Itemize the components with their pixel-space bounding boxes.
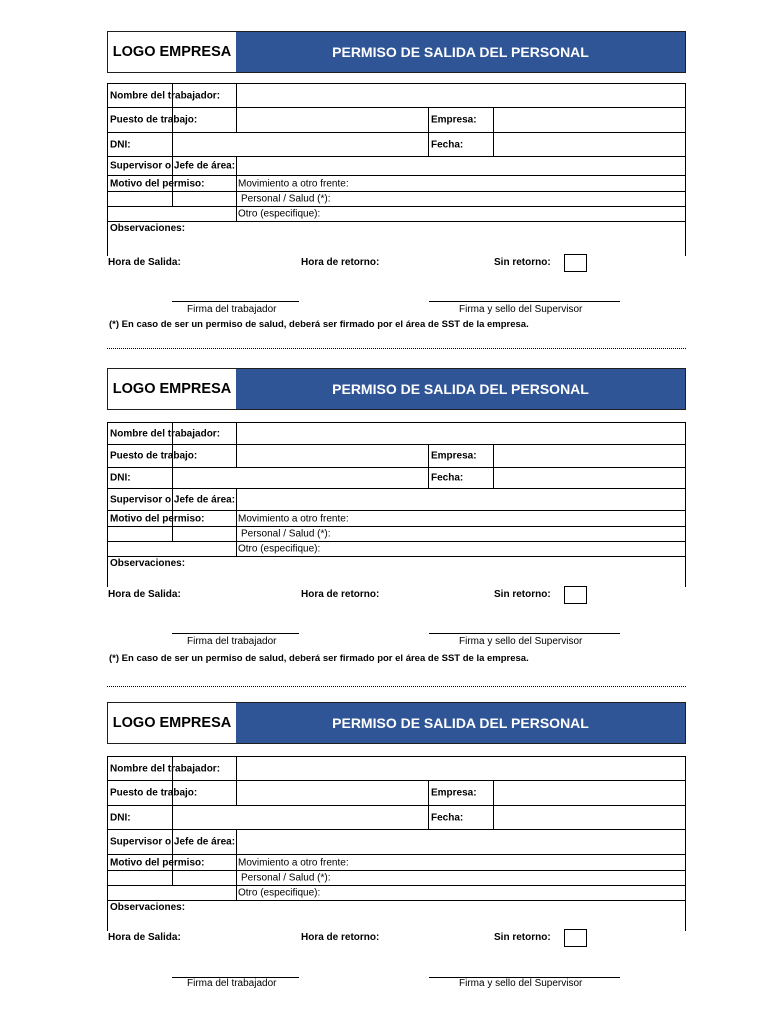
worker-signature-label: Firma del trabajador — [187, 636, 277, 647]
departure-time-label: Hora de Salida: — [108, 257, 181, 268]
supervisor-label: Supervisor o Jefe de área: — [110, 494, 236, 505]
job-position-label: Puesto de trabajo: — [110, 114, 198, 126]
health-permit-note: (*) En caso de ser un permiso de salud, deberá ser firmado por el área de SST de la empresa. — [109, 653, 529, 664]
company-label: Empresa: — [431, 114, 477, 126]
row-observations — [108, 557, 685, 587]
row-supervisor — [108, 489, 685, 511]
supervisor-signature-label: Firma y sello del Supervisor — [459, 304, 583, 315]
health-permit-note: (*) En caso de ser un permiso de salud, deberá ser firmado por el área de SST de la empresa. — [109, 319, 529, 330]
supervisor-signature-label: Firma y sello del Supervisor — [459, 978, 583, 989]
worker-signature-line — [172, 633, 299, 634]
exit-permit-form — [107, 368, 686, 688]
observations-label: Observaciones: — [110, 558, 186, 569]
reason-option-health: Personal / Salud (*): — [241, 872, 331, 884]
row-dni — [108, 806, 685, 830]
company-logo: LOGO EMPRESA — [108, 32, 236, 72]
return-time-label: Hora de retorno: — [301, 932, 380, 943]
row-job-position — [108, 108, 685, 133]
form-title: PERMISO DE SALIDA DEL PERSONAL — [236, 703, 685, 743]
reason-label: Motivo del permiso: — [110, 857, 205, 868]
row-dni — [108, 133, 685, 157]
row-reason-1 — [108, 176, 685, 192]
exit-permit-form — [107, 702, 686, 1022]
reason-option-transfer: Movimiento a otro frente: — [238, 178, 349, 189]
row-observations — [108, 222, 685, 256]
departure-time-label: Hora de Salida: — [108, 932, 181, 943]
supervisor-label: Supervisor o Jefe de área: — [110, 160, 236, 172]
date-label: Fecha: — [431, 472, 464, 484]
worker-signature-label: Firma del trabajador — [187, 304, 277, 315]
row-job-position — [108, 781, 685, 806]
row-reason-3 — [108, 207, 685, 222]
worker-signature-line — [172, 301, 299, 302]
row-reason-2 — [108, 871, 685, 886]
supervisor-signature-line — [429, 301, 620, 302]
checkbox-empty-icon[interactable] — [564, 929, 587, 947]
job-position-label: Puesto de trabajo: — [110, 450, 198, 462]
row-reason-2 — [108, 527, 685, 542]
worker-signature-label: Firma del trabajador — [187, 978, 277, 989]
form-header — [107, 368, 686, 410]
cut-line — [107, 348, 686, 349]
row-reason-1 — [108, 855, 685, 871]
row-supervisor — [108, 157, 685, 176]
reason-option-transfer: Movimiento a otro frente: — [238, 857, 349, 868]
reason-option-health: Personal / Salud (*): — [241, 528, 331, 540]
form-header — [107, 702, 686, 744]
company-label: Empresa: — [431, 450, 477, 462]
return-time-label: Hora de retorno: — [301, 589, 380, 600]
reason-option-health: Personal / Salud (*): — [241, 193, 331, 205]
reason-label: Motivo del permiso: — [110, 513, 205, 524]
exit-permit-form — [107, 31, 686, 351]
row-worker-name — [108, 84, 685, 108]
reason-label: Motivo del permiso: — [110, 178, 205, 189]
row-dni — [108, 468, 685, 489]
no-return-label: Sin retorno: — [494, 257, 551, 268]
reason-option-other: Otro (especifique): — [238, 887, 321, 899]
dni-label: DNI: — [110, 812, 131, 823]
company-label: Empresa: — [431, 787, 477, 799]
observations-label: Observaciones: — [110, 902, 186, 913]
date-label: Fecha: — [431, 812, 464, 823]
form-title: PERMISO DE SALIDA DEL PERSONAL — [236, 32, 685, 72]
form-table — [107, 83, 686, 256]
form-title: PERMISO DE SALIDA DEL PERSONAL — [236, 369, 685, 409]
job-position-label: Puesto de trabajo: — [110, 787, 198, 799]
row-supervisor — [108, 830, 685, 855]
cut-line — [107, 686, 686, 687]
company-logo: LOGO EMPRESA — [108, 369, 236, 409]
supervisor-label: Supervisor o Jefe de área: — [110, 836, 236, 848]
observations-label: Observaciones: — [110, 223, 186, 234]
worker-name-label: Nombre del trabajador: — [110, 428, 221, 439]
form-table — [107, 422, 686, 587]
row-reason-3 — [108, 886, 685, 901]
departure-time-label: Hora de Salida: — [108, 589, 181, 600]
form-header — [107, 31, 686, 73]
dni-label: DNI: — [110, 472, 131, 484]
company-logo: LOGO EMPRESA — [108, 703, 236, 743]
row-reason-1 — [108, 511, 685, 527]
worker-name-label: Nombre del trabajador: — [110, 763, 221, 774]
row-job-position — [108, 445, 685, 468]
row-reason-3 — [108, 542, 685, 557]
return-time-label: Hora de retorno: — [301, 257, 380, 268]
reason-option-other: Otro (especifique): — [238, 208, 321, 220]
row-worker-name — [108, 757, 685, 781]
no-return-label: Sin retorno: — [494, 932, 551, 943]
row-observations — [108, 901, 685, 931]
form-table — [107, 756, 686, 931]
reason-option-transfer: Movimiento a otro frente: — [238, 513, 349, 524]
supervisor-signature-line — [429, 633, 620, 634]
checkbox-empty-icon[interactable] — [564, 254, 587, 272]
row-reason-2 — [108, 192, 685, 207]
reason-option-other: Otro (especifique): — [238, 543, 321, 555]
no-return-label: Sin retorno: — [494, 589, 551, 600]
supervisor-signature-label: Firma y sello del Supervisor — [459, 636, 583, 647]
worker-name-label: Nombre del trabajador: — [110, 90, 221, 101]
row-worker-name — [108, 423, 685, 445]
date-label: Fecha: — [431, 139, 464, 150]
dni-label: DNI: — [110, 139, 131, 150]
checkbox-empty-icon[interactable] — [564, 586, 587, 604]
